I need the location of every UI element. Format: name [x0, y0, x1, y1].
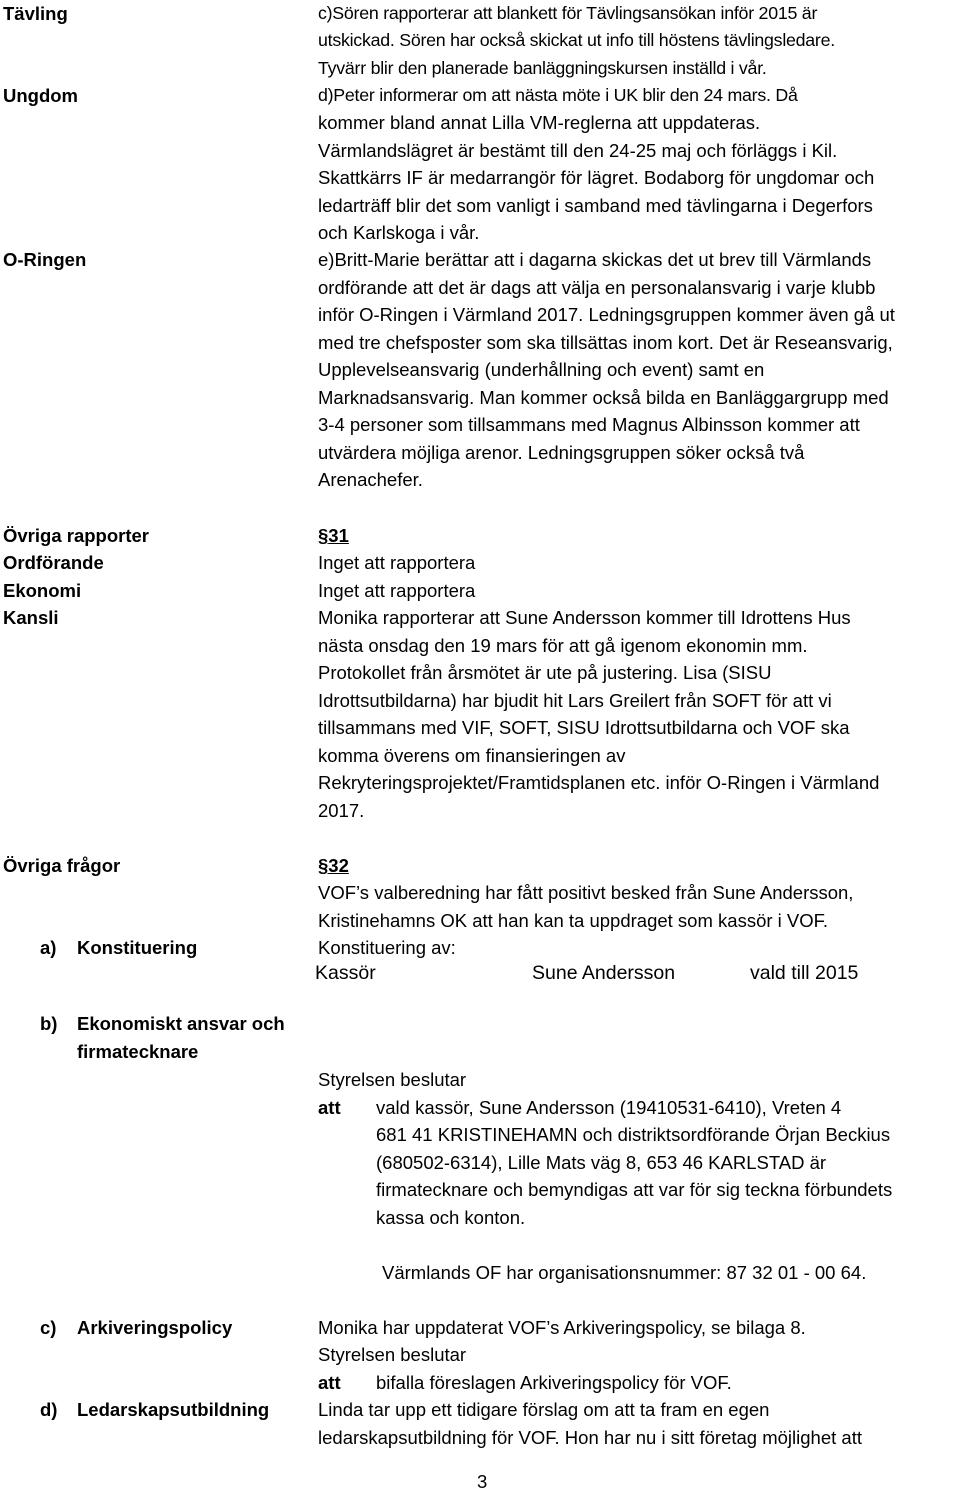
- body-line: c)Sören rapporterar att blankett för Tävlingsansökan inför 2015 är: [318, 3, 818, 23]
- sub-item-marker-c: c): [40, 1317, 57, 1338]
- body-line: med tre chefsposter som ska tillsättas inom kort. Det är Reseansvarig,: [318, 332, 893, 353]
- label-oringen: O-Ringen: [3, 249, 87, 270]
- label-tavling: Tävling: [3, 3, 68, 24]
- role-name: Sune Andersson: [532, 962, 676, 984]
- body-line: ledarträff blir det som vanligt i samband med tävlingarna i Degerfors: [318, 195, 873, 216]
- body-line: d)Peter informerar om att nästa möte i UK blir den 24 mars. Då: [318, 85, 798, 105]
- org-number: Värmlands OF har organisationsnummer: 87 32 01 - 00 64.: [382, 1262, 867, 1283]
- arkivering-beslut: Styrelsen beslutar: [318, 1344, 467, 1365]
- label-ovriga-fragor: Övriga frågor: [3, 855, 121, 876]
- body-line: e)Britt-Marie berättar att i dagarna skickas det ut brev till Värmlands: [318, 249, 872, 270]
- role-term: vald till 2015: [750, 962, 859, 984]
- kansli-line: Idrottsutbildarna) har bjudit hit Lars Greilert från SOFT för att vi: [318, 690, 832, 711]
- intro-line: Kristinehamns OK att han kan ta uppdraget som kassör i VOF.: [318, 910, 829, 931]
- label-ordforande: Ordförande: [3, 552, 104, 573]
- section-number-value: 32: [328, 855, 349, 876]
- kansli-line: tillsammans med VIF, SOFT, SISU Idrottsutbildarna och VOF ska: [318, 717, 850, 738]
- role-kassor: Kassör: [315, 962, 376, 984]
- arkivering-att-text: bifalla föreslagen Arkiveringspolicy för VOF.: [376, 1372, 732, 1393]
- body-line: ordförande att det är dags att välja en personalansvarig i varje klubb: [318, 277, 876, 298]
- ekonomi-text: Inget att rapportera: [318, 580, 476, 601]
- intro-line: VOF’s valberedning har fått positivt besked från Sune Andersson,: [318, 882, 854, 903]
- section-number-value: 31: [328, 525, 349, 546]
- body-line: utskickad. Sören har också skickat ut info till höstens tävlingsledare.: [318, 30, 835, 50]
- label-ekonomi: Ekonomi: [3, 580, 82, 601]
- beslut-line: kassa och konton.: [376, 1207, 526, 1228]
- ledarskap-line: ledarskapsutbildning för VOF. Hon har nu i sitt företag möjlighet att: [318, 1427, 862, 1448]
- sub-item-label-ledarskapsutbildning: Ledarskapsutbildning: [77, 1399, 270, 1420]
- beslut-line: (680502-6314), Lille Mats väg 8, 653 46 KARLSTAD är: [376, 1152, 827, 1173]
- sub-item-label-konstituering: Konstituering: [77, 937, 198, 958]
- body-line: utvärdera möjliga arenor. Ledningsgruppen söker också två: [318, 442, 805, 463]
- body-line: Skattkärrs IF är medarrangör för lägret. Bodaborg för ungdomar och: [318, 167, 875, 188]
- beslut-att: att: [318, 1097, 341, 1118]
- kansli-line: nästa onsdag den 19 mars för att gå igenom ekonomin mm.: [318, 635, 808, 656]
- sub-item-marker-a: a): [40, 937, 57, 958]
- body-line: 3-4 personer som tillsammans med Magnus Albinsson kommer att: [318, 414, 860, 435]
- body-line: Tyvärr blir den planerade banläggningskursen inställd i vår.: [318, 58, 767, 78]
- body-line: Upplevelseansvarig (underhållning och event) samt en: [318, 359, 765, 380]
- ledarskap-line: Linda tar upp ett tidigare förslag om att ta fram en egen: [318, 1399, 770, 1420]
- beslut-line: 681 41 KRISTINEHAMN och distriktsordförande Örjan Beckius: [376, 1124, 891, 1145]
- label-kansli: Kansli: [3, 607, 59, 628]
- beslut-line: vald kassör, Sune Andersson (19410531-6410), Vreten 4: [376, 1097, 842, 1118]
- kansli-line: 2017.: [318, 800, 365, 821]
- body-line: och Karlskoga i vår.: [318, 222, 480, 243]
- ordforande-text: Inget att rapportera: [318, 552, 476, 573]
- konstituering-av: Konstituering av:: [318, 937, 456, 958]
- sub-item-marker-d: d): [40, 1399, 58, 1420]
- section-symbol: §: [318, 525, 329, 546]
- beslut-heading: Styrelsen beslutar: [318, 1069, 467, 1090]
- sub-item-label-firmatecknare: firmatecknare: [77, 1041, 199, 1062]
- arkivering-line: Monika har uppdaterat VOF’s Arkiveringspolicy, se bilaga 8.: [318, 1317, 806, 1338]
- sub-item-label-ekonomiskt-ansvar: Ekonomiskt ansvar och: [77, 1013, 285, 1034]
- section-number-31: [318, 522, 349, 550]
- label-ovriga-rapporter: Övriga rapporter: [3, 525, 149, 546]
- beslut-line: firmatecknare och bemyndigas att var för sig teckna förbundets: [376, 1179, 893, 1200]
- sub-item-marker-b: b): [40, 1013, 58, 1034]
- label-ungdom: Ungdom: [3, 85, 79, 106]
- kansli-line: Rekryteringsprojektet/Framtidsplanen etc. inför O-Ringen i Värmland: [318, 772, 880, 793]
- section-number-32: [318, 852, 349, 880]
- kansli-line: Monika rapporterar att Sune Andersson kommer till Idrottens Hus: [318, 607, 851, 628]
- section-symbol: §: [318, 855, 329, 876]
- kansli-line: Protokollet från årsmötet är ute på justering. Lisa (SISU: [318, 662, 772, 683]
- body-line: kommer bland annat Lilla VM-reglerna att uppdateras.: [318, 112, 761, 133]
- body-line: Arenachefer.: [318, 469, 423, 490]
- body-line: Värmlandslägret är bestämt till den 24-25 maj och förläggs i Kil.: [318, 140, 838, 161]
- kansli-line: komma överens om finansieringen av: [318, 745, 626, 766]
- page-number: 3: [477, 1471, 488, 1492]
- body-line: Marknadsansvarig. Man kommer också bilda en Banläggargrupp med: [318, 387, 889, 408]
- sub-item-label-arkiveringspolicy: Arkiveringspolicy: [77, 1317, 233, 1338]
- body-line: inför O-Ringen i Värmland 2017. Ledningsgruppen kommer även gå ut: [318, 304, 895, 325]
- arkivering-att: att: [318, 1372, 341, 1393]
